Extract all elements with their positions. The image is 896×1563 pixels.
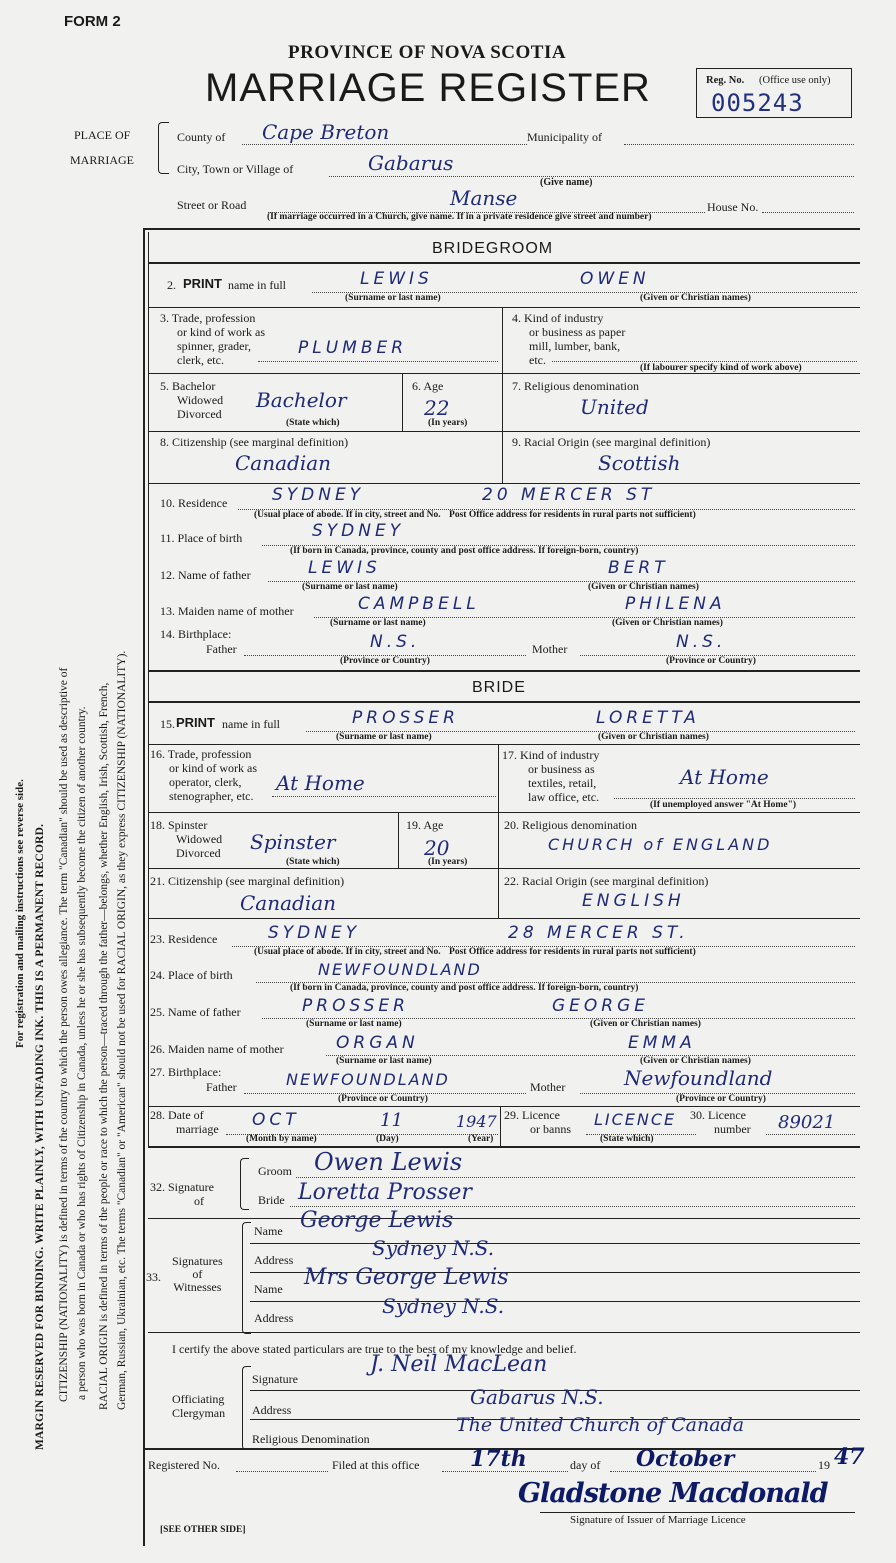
groom-mother-birthplace: N.S. (676, 632, 727, 652)
groom-racial-label: 9. Racial Origin (see marginal definition) (512, 435, 711, 449)
street-value: Manse (450, 186, 518, 210)
page-title: MARRIAGE REGISTER (205, 66, 651, 110)
clergy-denomination-label: Religious Denomination (252, 1432, 370, 1446)
groom-father-given: BERT (608, 558, 669, 578)
bride-age: 20 (424, 836, 450, 860)
groom-name-number: 2. (167, 278, 176, 292)
bride-age-caption: (In years) (428, 857, 468, 867)
clergy-label: Officiating Clergyman (172, 1392, 226, 1420)
bride-religion: CHURCH of ENGLAND (548, 835, 773, 854)
margin-racial-1: RACIAL ORIGIN is defined in terms of the people or race to which the person—traced through the father—belongs, whether English, Irish, Scottish, French, (98, 682, 110, 1410)
give-name-note: (Give name) (540, 177, 593, 188)
margin-instructions: For registration and mailing instructions see reverse side. (14, 779, 26, 1048)
groom-mother-surname-caption: (Surname or last name) (330, 618, 426, 628)
bride-birthplace: NEWFOUNDLAND (318, 960, 482, 979)
place-of-label: PLACE OF (74, 128, 131, 142)
witness-number: 33. (146, 1270, 161, 1284)
bride-mother-birthplace: Newfoundland (624, 1066, 773, 1090)
groom-mother-bp-caption: (Province or Country) (666, 656, 756, 666)
licence-label: 29. Licence or banns (504, 1108, 571, 1136)
bride-industry-label: 17. Kind of industry or business as textiles, retail, law office, etc. (502, 748, 600, 804)
bride-status-label: 18. Spinster Widowed Divorced (150, 818, 223, 860)
year-prefix: 19 (818, 1458, 830, 1472)
groom-mother-surname: CAMPBELL (358, 594, 480, 614)
groom-age: 22 (424, 396, 450, 420)
issuer-caption: Signature of Issuer of Marriage Licence (570, 1514, 746, 1526)
bride-trade-label: 16. Trade, profession or kind of work as operator, clerk, stenographer, etc. (150, 747, 257, 803)
groom-father-label: 12. Name of father (160, 568, 251, 582)
section-bride: BRIDE (472, 679, 526, 696)
municipality-label: Municipality of (527, 130, 602, 144)
bride-residence-address: 28 MERCER ST. (508, 923, 689, 943)
bride-surname: PROSSER (352, 708, 459, 728)
filed-year: 47 (834, 1444, 865, 1470)
groom-surname-caption: (Surname or last name) (345, 293, 441, 303)
groom-mother-given-caption: (Given or Christian names) (612, 618, 723, 628)
bride-residence-caption: (Usual place of abode. If in city, street and No. Post Office address for residents in rural parts not sufficient) (254, 947, 696, 957)
frame-top (143, 228, 860, 230)
groom-status-label: 5. Bachelor Widowed Divorced (160, 379, 224, 421)
bride-status: Spinster (250, 830, 336, 854)
groom-father-given-caption: (Given or Christian names) (588, 582, 699, 592)
margin-citizenship-1: CITIZENSHIP (NATIONALITY) is defined in terms of the country to which the person owes allegiance. The term "Canadian" should be used as descriptive of (58, 667, 70, 1402)
filed-label: Filed at this office (332, 1458, 420, 1472)
house-label: House No. (707, 200, 759, 214)
groom-birthplace: SYDNEY (312, 521, 405, 541)
clergy-signature: J. Neil MacLean (370, 1352, 548, 1377)
groom-religion-label: 7. Religious denomination (512, 379, 639, 393)
groom-father-surname-caption: (Surname or last name) (302, 582, 398, 592)
county-label: County of (177, 130, 226, 144)
year-caption: (Year) (468, 1134, 494, 1144)
bride-citizenship: Canadian (240, 891, 337, 915)
bride-mother-surname-caption: (Surname or last name) (336, 1056, 432, 1066)
clergy-address: Gabarus N.S. (470, 1385, 604, 1409)
county-value: Cape Breton (262, 120, 390, 144)
bride-name-label: name in full (222, 717, 280, 731)
bride-signature: Loretta Prosser (298, 1180, 472, 1205)
filed-month: October (636, 1446, 735, 1472)
groom-age-caption: (In years) (428, 418, 468, 428)
bride-print-label: PRINT (176, 715, 215, 730)
frame-left-inner (148, 232, 149, 1146)
groom-birthplace-label: 11. Place of birth (160, 531, 243, 545)
bride-mother-bp-caption: (Province or Country) (676, 1094, 766, 1104)
groom-mother-label: 13. Maiden name of mother (160, 604, 294, 618)
witness2-address: Sydney N.S. (382, 1294, 505, 1318)
place-bracket (158, 122, 169, 174)
marriage-month: OCT (252, 1110, 300, 1130)
reg-number: 005243 (711, 89, 804, 117)
groom-religion: United (580, 395, 649, 419)
issuer-signature: Gladstone Macdonald (518, 1478, 828, 1509)
city-value: Gabarus (368, 151, 454, 175)
bride-birthplace-parents-label: 27. Birthplace: (150, 1065, 222, 1079)
bride-father-surname-caption: (Surname or last name) (306, 1019, 402, 1029)
groom-given: OWEN (580, 269, 650, 289)
groom-trade-label: 3. Trade, profession or kind of work as spinner, grader, clerk, etc. (160, 311, 265, 367)
clergy-signature-label: Signature (252, 1372, 298, 1386)
see-other-side: [SEE OTHER SIDE] (160, 1525, 246, 1535)
margin-citizenship-2: a person who was born in Canada or who has rights of Citizenship in Canada, unless he or she has subsequently become the citizen of another country. (76, 706, 88, 1400)
bride-father-bp-caption: (Province or Country) (338, 1094, 428, 1104)
groom-father-surname: LEWIS (308, 558, 381, 578)
bride-mother-label: 26. Maiden name of mother (150, 1042, 284, 1056)
clergy-address-label: Address (252, 1403, 292, 1417)
marriage-label: MARRIAGE (70, 153, 135, 167)
bride-sig-label: Bride (258, 1193, 285, 1207)
bride-mother-given-caption: (Given or Christian names) (640, 1056, 751, 1066)
groom-given-caption: (Given or Christian names) (640, 293, 751, 303)
margin-racial-2: German, Russian, Ukrainian, etc. The terms "Canadian" or "American" should not be used for RACIAL ORIGIN, as they express CITIZENSHIP (NATIONALITY). (116, 650, 128, 1410)
bride-mother-given: EMMA (628, 1033, 696, 1053)
groom-father-birthplace: N.S. (370, 632, 421, 652)
bride-given-caption: (Given or Christian names) (598, 732, 709, 742)
frame-left-outer (143, 228, 145, 1546)
groom-residence-city: SYDNEY (272, 485, 365, 505)
groom-surname: LEWIS (360, 269, 433, 289)
groom-birthplace-parents-label: 14. Birthplace: (160, 627, 232, 641)
licence-number-label: 30. Licence number (690, 1108, 751, 1136)
groom-trade: PLUMBER (298, 338, 408, 358)
groom-father-bp-label: Father (206, 642, 237, 656)
bride-mother-bp-label: Mother (530, 1080, 566, 1094)
bride-father-surname: PROSSER (302, 996, 409, 1016)
bride-birthplace-label: 24. Place of birth (150, 968, 233, 982)
bride-residence-label: 23. Residence (150, 932, 218, 946)
city-label: City, Town or Village of (177, 162, 294, 176)
bride-residence-city: SYDNEY (268, 923, 361, 943)
bride-religion-label: 20. Religious denomination (504, 818, 637, 832)
street-label: Street or Road (177, 198, 247, 212)
clergy-denomination: The United Church of Canada (456, 1414, 745, 1436)
groom-mother-bp-label: Mother (532, 642, 568, 656)
groom-residence-label: 10. Residence (160, 496, 228, 510)
bride-father-given-caption: (Given or Christian names) (590, 1019, 701, 1029)
groom-racial: Scottish (598, 451, 681, 475)
bride-industry: At Home (680, 765, 769, 789)
witness1-name-label: Name (254, 1224, 283, 1238)
day-of-label: day of (570, 1458, 601, 1472)
reg-label: Reg. No. (706, 75, 745, 86)
bride-birthplace-caption: (If born in Canada, province, county and post office address. If foreign-born, country) (290, 983, 639, 993)
bride-name-number: 15. (160, 717, 175, 731)
month-caption: (Month by name) (246, 1134, 317, 1144)
bride-father-birthplace: NEWFOUNDLAND (286, 1070, 450, 1089)
bride-father-label: 25. Name of father (150, 1005, 241, 1019)
bride-father-given: GEORGE (552, 996, 650, 1016)
bride-status-caption: (State which) (286, 857, 340, 867)
reg-office-note: (Office use only) (759, 75, 831, 86)
reg-number-box (696, 68, 852, 118)
groom-status: Bachelor (256, 388, 347, 412)
groom-citizenship-label: 8. Citizenship (see marginal definition) (160, 435, 349, 449)
bride-mother-surname: ORGAN (336, 1033, 419, 1053)
groom-father-bp-caption: (Province or Country) (340, 656, 430, 666)
bride-trade: At Home (276, 771, 365, 795)
day-caption: (Day) (376, 1134, 399, 1144)
groom-mother-given: PHILENA (625, 594, 726, 614)
form-number: FORM 2 (64, 13, 121, 30)
groom-print-label: PRINT (183, 276, 222, 291)
section-bridegroom: BRIDEGROOM (432, 240, 554, 257)
witness2-address-label: Address (254, 1311, 294, 1325)
witness-label: Signatures of Witnesses (172, 1254, 223, 1294)
groom-residence-address: 20 MERCER ST (482, 485, 656, 505)
groom-residence-caption: (Usual place of abode. If in city, street and No. Post Office address for residents in rural parts not sufficient) (254, 510, 696, 520)
marriage-year: 1947 (456, 1112, 497, 1131)
licence-caption: (State which) (600, 1134, 654, 1144)
signature-label: 32. Signature of (150, 1180, 214, 1208)
bride-citizenship-label: 21. Citizenship (see marginal definition) (150, 874, 345, 888)
bride-racial-label: 22. Racial Origin (see marginal definition) (504, 874, 709, 888)
church-note: (If marriage occurred in a Church, give name. If in a private residence give street and number) (267, 212, 652, 222)
bride-industry-note: (If unemployed answer "At Home") (650, 800, 797, 810)
bride-given: LORETTA (596, 708, 700, 728)
groom-name-label: name in full (228, 278, 286, 292)
groom-signature: Owen Lewis (314, 1148, 463, 1176)
bride-surname-caption: (Surname or last name) (336, 732, 432, 742)
groom-industry-note: (If labourer specify kind of work above) (640, 363, 802, 373)
groom-status-caption: (State which) (286, 418, 340, 428)
bride-age-label: 19. Age (406, 818, 444, 832)
bride-racial: ENGLISH (582, 891, 685, 911)
province-heading: PROVINCE OF NOVA SCOTIA (288, 42, 567, 63)
groom-citizenship: Canadian (235, 451, 332, 475)
witness2-name: Mrs George Lewis (304, 1265, 509, 1290)
margin-binding-note: MARGIN RESERVED FOR BINDING. WRITE PLAINLY, WITH UNFADING INK. THIS IS A PERMANENT RECORD. (34, 823, 46, 1450)
licence-number: 89021 (778, 1112, 836, 1133)
registered-label: Registered No. (148, 1458, 220, 1472)
groom-sig-label: Groom (258, 1164, 292, 1178)
witness1-address: Sydney N.S. (372, 1236, 495, 1260)
groom-age-label: 6. Age (412, 379, 444, 393)
groom-industry-label: 4. Kind of industry or business as paper mill, lumber, bank, etc. (512, 311, 626, 367)
filed-day: 17th (470, 1446, 527, 1472)
date-label: 28. Date of marriage (150, 1108, 219, 1136)
certify-statement: I certify the above stated particulars are true to the best of my knowledge and belief. (172, 1342, 577, 1356)
licence-or-banns: LICENCE (594, 1110, 677, 1129)
witness1-name: George Lewis (300, 1208, 454, 1233)
groom-birthplace-caption: (If born in Canada, province, county and post office address. If foreign-born, country) (290, 546, 639, 556)
witness1-address-label: Address (254, 1253, 294, 1267)
bride-father-bp-label: Father (206, 1080, 237, 1094)
witness2-name-label: Name (254, 1282, 283, 1296)
marriage-day: 11 (380, 1110, 403, 1131)
